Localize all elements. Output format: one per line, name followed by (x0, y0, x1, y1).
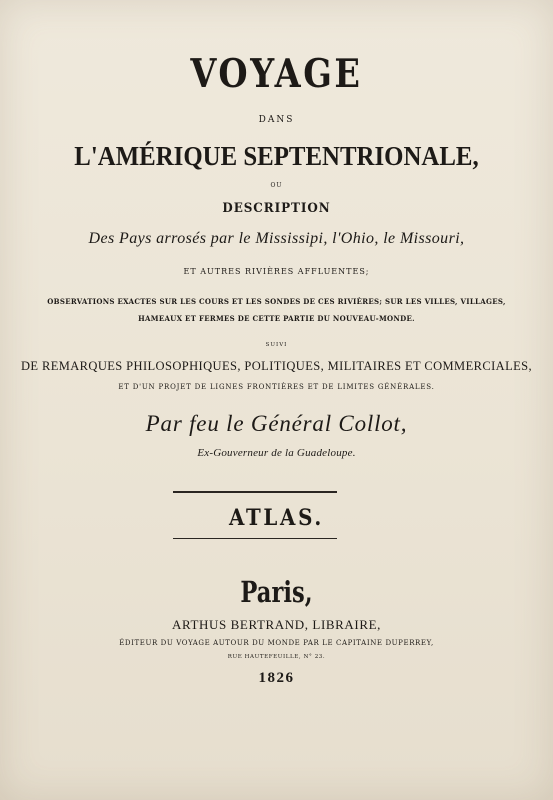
title-connector-suivi: SUIVI (265, 342, 288, 348)
title-connector-ou: OU (270, 182, 283, 189)
publisher-note: ÉDITEUR DU VOYAGE AUTOUR DU MONDE PAR LE CAPITAINE DUPERREY, (119, 639, 434, 647)
publisher-address: RUE HAUTEFEUILLE, N° 23. (227, 654, 326, 660)
author-line: Par feu le Général Collot, (145, 411, 408, 436)
volume-label: ATLAS. (228, 505, 324, 531)
publication-city: Paris, (240, 575, 313, 609)
book-title: VOYAGE (190, 51, 363, 97)
observations-line-2: HAMEAUX ET FERMES DE CETTE PARTIE DU NOUVEAU-MONDE. (138, 314, 415, 323)
publication-year: 1826 (258, 670, 295, 686)
description-heading: DESCRIPTION (222, 201, 331, 216)
publisher-name: ARTHUS BERTRAND, LIBRAIRE, (171, 617, 382, 632)
book-subtitle: L'AMÉRIQUE SEPTENTRIONALE, (74, 141, 479, 171)
title-connector-dans: DANS (258, 115, 295, 125)
remarks-line: DE REMARQUES PHILOSOPHIQUES, POLITIQUES, MILITAIRES ET COMMERCIALES, (20, 359, 533, 373)
divider-top (173, 491, 337, 493)
observations-line-1: OBSERVATIONS EXACTES SUR LES COURS ET LES SONDES DE CES RIVIÈRES; SUR LES VILLES, VILLAGES, (47, 297, 506, 306)
project-line: ET D'UN PROJET DE LIGNES FRONTIÈRES ET DE LIMITES GÉNÉRALES. (118, 383, 435, 391)
author-title: Ex-Gouverneur de la Guadeloupe. (197, 447, 356, 459)
tributaries-line: ET AUTRES RIVIÈRES AFFLUENTES; (183, 267, 370, 276)
rivers-line: Des Pays arrosés par le Mississipi, l'Ohio, le Missouri, (88, 230, 465, 247)
divider-bottom (173, 538, 337, 539)
